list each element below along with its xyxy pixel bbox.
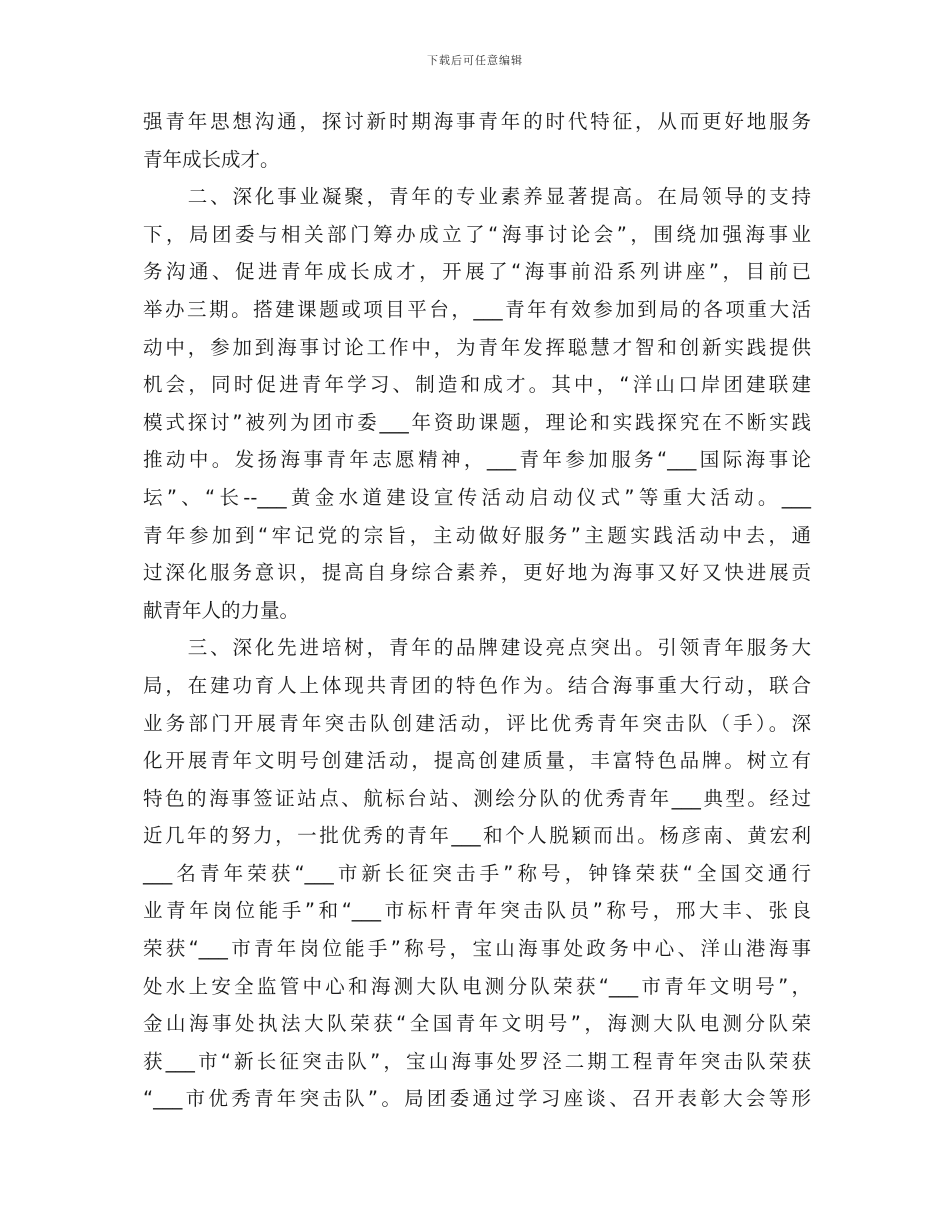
text-line: 青年参加到“牢记党的宗旨，主动做好服务”主题实践活动中去，通 [143, 523, 811, 547]
text-line: 化开展青年文明号创建活动，提高创建质量，丰富特色品牌。树立有 [143, 749, 811, 773]
text-line: 特色的海事签证站点、航标台站、测绘分队的优秀青年___典型。经过 [143, 786, 811, 810]
text-line: 近几年的努力，一批优秀的青年___和个人脱颖而出。杨彦南、黄宏利 [143, 824, 811, 848]
text-line: 局，在建功育人上体现共青团的特色作为。结合海事重大行动，联合 [143, 673, 811, 697]
text-line: 强青年思想沟通，探讨新时期海事青年的时代特征，从而更好地服务 [143, 110, 811, 133]
page-header-note: 下载后可任意编辑 [427, 54, 523, 67]
text-line: 青年成长成才。 [143, 147, 280, 171]
text-line: 推动中。发扬海事青年志愿精神，___青年参加服务“___国际海事论 [143, 448, 811, 472]
text-line: 下，局团委与相关部门筹办成立了“海事讨论会”，围绕加强海事业 [143, 222, 811, 246]
text-line: 业务部门开展青年突击队创建活动，评比优秀青年突击队（手）。深 [143, 711, 811, 735]
text-line: ___名青年荣获“___市新长征突击手”称号，钟锋荣获“全国交通行 [143, 861, 811, 885]
text-line: 务沟通、促进青年成长成才，开展了“海事前沿系列讲座”，目前已 [143, 260, 811, 284]
text-line: 动中，参加到海事讨论工作中，为青年发挥聪慧才智和创新实践提供 [143, 335, 811, 359]
text-line: 举办三期。搭建课题或项目平台，___青年有效参加到局的各项重大活 [143, 297, 811, 321]
text-line: “___市优秀青年突击队”。局团委通过学习座谈、召开表彰大会等形 [143, 1087, 811, 1111]
text-line: 机会，同时促进青年学习、制造和成才。其中，“洋山口岸团建联建 [143, 373, 811, 397]
text-line: 荣获“___市青年岗位能手”称号，宝山海事处政务中心、洋山港海事 [143, 937, 811, 961]
text-line: 二、深化事业凝聚，青年的专业素养显著提高。在局领导的支持 [143, 185, 811, 209]
text-line: 获___市“新长征突击队”，宝山海事处罗泾二期工程青年突击队荣获 [143, 1049, 811, 1073]
text-line: 模式探讨”被列为团市委___年资助课题，理论和实践探究在不断实践 [143, 410, 811, 434]
text-line: 过深化服务意识，提高自身综合素养，更好地为海事又好又快进展贡 [143, 561, 811, 585]
text-line: 业青年岗位能手”和“___市标杆青年突击队员”称号，邢大丰、张良 [143, 899, 811, 923]
text-line: 坛”、“长--___黄金水道建设宣传活动启动仪式”等重大活动。___ [143, 485, 811, 509]
text-line: 金山海事处执法大队荣获“全国青年文明号”，海测大队电测分队荣 [143, 1012, 811, 1036]
text-line: 三、深化先进培树，青年的品牌建设亮点突出。引领青年服务大 [143, 636, 811, 660]
document-body [143, 103, 811, 1118]
text-line: 处水上安全监管中心和海测大队电测分队荣获“___市青年文明号”， [143, 974, 811, 998]
text-line: 献青年人的力量。 [143, 598, 300, 622]
